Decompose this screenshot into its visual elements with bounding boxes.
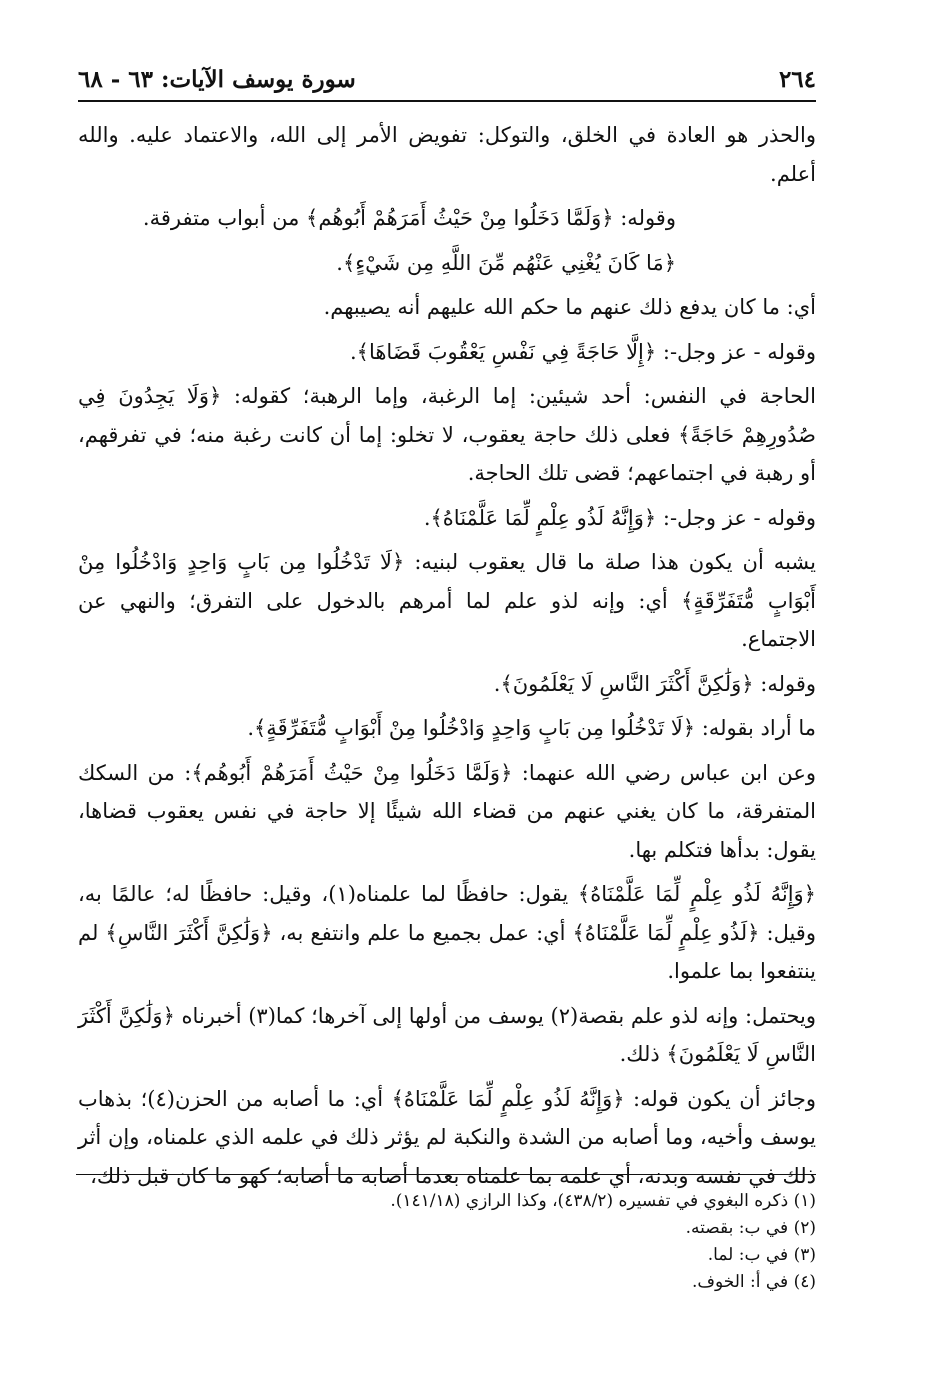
paragraph: ﴿مَا كَانَ يُغْنِي عَنْهُم مِّنَ اللَّهِ مِن شَيْءٍ﴾. xyxy=(336,250,676,275)
paragraph: وقوله: ﴿وَلَمَّا دَخَلُوا مِنْ حَيْثُ أَمَرَهُمْ أَبُوهُم﴾ من أبواب متفرقة. xyxy=(142,206,676,230)
paragraph: وجائز أن يكون قوله: ﴿وَإِنَّهُ لَذُو عِلْمٍ لِّمَا عَلَّمْنَاهُ﴾ أي: ما أصابه من الحزن(٤)؛ بذهاب يوسف وأخيه، وما أصابه من الشدة والنكبة لم يؤثر ذلك في علمه الذي علمناه، وإن أثر ذلك في نفسه وبدنه، أي علمه بما علمناه بعدما أصابه ما أصابه؛ كهو ما كان قبل ذلك، xyxy=(78,1086,816,1188)
footnote: (١) ذكره البغوي في تفسيره (٤٣٨/٢)، وكذا الرازي (١٤١/١٨). xyxy=(390,1191,816,1211)
paragraph: أي: ما كان يدفع ذلك عنهم ما حكم الله عليهم أنه يصيبهم. xyxy=(323,295,816,319)
paragraph: ويحتمل: وإنه لذو علم بقصة(٢) يوسف من أولها إلى آخرها؛ كما(٣) أخبرناه ﴿وَلَٰكِنَّ أَكْثَرَ النَّاسِ لَا يَعْلَمُونَ﴾ ذلك. xyxy=(78,1003,816,1066)
paragraph: وقوله: ﴿وَلَٰكِنَّ أَكْثَرَ النَّاسِ لَا يَعْلَمُونَ﴾. xyxy=(493,671,816,696)
paragraph: يشبه أن يكون هذا صلة ما قال يعقوب لبنيه: ﴿لَا تَدْخُلُوا مِن بَابٍ وَاحِدٍ وَادْخُلُوا مِنْ أَبْوَابٍ مُّتَفَرِّقَةٍ﴾ أي: وإنه لذو علم لما أمرهم بالدخول على التفرق؛ والنهي عن الاجتماع. xyxy=(78,550,816,651)
footnotes xyxy=(78,1188,816,1296)
page-header xyxy=(78,58,816,102)
footnote: (٢) في ب: بقصته. xyxy=(685,1218,816,1238)
footnote: (٤) في أ: الخوف. xyxy=(691,1272,816,1292)
paragraph: وعن ابن عباس رضي الله عنهما: ﴿وَلَمَّا دَخَلُوا مِنْ حَيْثُ أَمَرَهُمْ أَبُوهُم﴾: من السكك المتفرقة، ما كان يغني عنهم من قضاء الله شيئًا إلا حاجة في نفس يعقوب قضاها، يقول: بدأها فتكلم بها. xyxy=(78,760,816,862)
paragraph: والحذر هو العادة في الخلق، والتوكل: تفويض الأمر إلى الله، والاعتماد عليه. والله أعلم. xyxy=(78,123,816,186)
page-number: ٢٦٤ xyxy=(778,65,816,93)
paragraph: وقوله - عز وجل-: ﴿إِلَّا حَاجَةً فِي نَفْسِ يَعْقُوبَ قَضَاهَا﴾. xyxy=(349,339,816,364)
paragraph: وقوله - عز وجل-: ﴿وَإِنَّهُ لَذُو عِلْمٍ لِّمَا عَلَّمْنَاهُ﴾. xyxy=(423,505,816,530)
paragraph: الحاجة في النفس: أحد شيئين: إما الرغبة، وإما الرهبة؛ كقوله: ﴿وَلَا يَجِدُونَ فِي صُدُورِهِمْ حَاجَةً﴾ فعلى ذلك حاجة يعقوب، لا تخلو: إما أن كانت رغبة منه؛ في تفرقهم، أو رهبة في اجتماعهم؛ قضى تلك الحاجة. xyxy=(78,384,816,485)
running-title: سورة يوسف الآيات: ٦٣ - ٦٨ xyxy=(78,65,356,93)
footnote: (٣) في ب: لما. xyxy=(707,1245,816,1265)
main-text xyxy=(78,116,816,1201)
paragraph: ﴿وَإِنَّهُ لَذُو عِلْمٍ لِّمَا عَلَّمْنَاهُ﴾ يقول: حافظًا لما علمناه(١)، وقيل: حافظًا له؛ عالمًا به، وقيل: ﴿لَذُو عِلْمٍ لِّمَا عَلَّمْنَاهُ﴾ أي: عمل بجميع ما علم وانتفع به، ﴿وَلَٰكِنَّ أَكْثَرَ النَّاسِ﴾ لم ينتفعوا بما علموا. xyxy=(78,882,816,983)
footnote-separator xyxy=(76,1174,816,1175)
paragraph: ما أراد بقوله: ﴿لَا تَدْخُلُوا مِن بَابٍ وَاحِدٍ وَادْخُلُوا مِنْ أَبْوَابٍ مُّتَفَرِّقَةٍ﴾. xyxy=(247,716,816,740)
